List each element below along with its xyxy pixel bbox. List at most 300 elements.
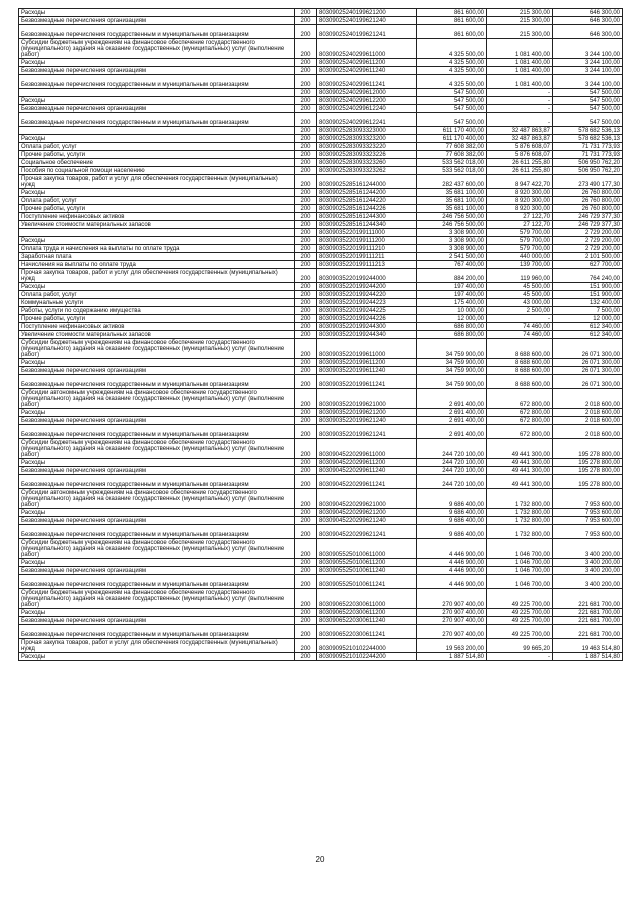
row-remaining: 26 760 800,00: [553, 197, 623, 205]
row-approved: 547 500,00: [417, 89, 487, 97]
table-row: [19, 517, 623, 525]
row-code: 200: [295, 221, 317, 229]
row-executed: 8 920 300,00: [487, 197, 553, 205]
table-row: [19, 167, 623, 175]
row-name: Безвозмездные перечисления организациям: [19, 67, 295, 75]
row-code: 200: [295, 213, 317, 221]
row-name: Увеличение стоимости материальных запасов: [19, 331, 295, 339]
row-approved: 244 720 100,00: [417, 467, 487, 475]
row-kbk: 80309035220199111000: [317, 229, 417, 237]
table-row: [19, 229, 623, 237]
row-executed: 215 300,00: [487, 17, 553, 25]
row-executed: -: [487, 113, 553, 127]
row-executed: 139 700,00: [487, 261, 553, 269]
row-code: 200: [295, 113, 317, 127]
row-executed: 1 046 700,00: [487, 575, 553, 589]
row-name: Прочие работы, услуги: [19, 205, 295, 213]
table-row: [19, 205, 623, 213]
row-approved: 246 756 500,00: [417, 213, 487, 221]
row-executed: 49 225 700,00: [487, 589, 553, 609]
row-approved: 1 887 514,80: [417, 653, 487, 661]
table-row: [19, 143, 623, 151]
row-name: Безвозмездные перечисления государственным и муниципальным организациям: [19, 25, 295, 39]
row-approved: 244 720 100,00: [417, 475, 487, 489]
row-kbk: 80309035220199111200: [317, 237, 417, 245]
row-approved: 77 608 382,00: [417, 151, 487, 159]
row-kbk: 80309035220199611240: [317, 367, 417, 375]
table-row: [19, 475, 623, 489]
row-remaining: 3 244 100,00: [553, 75, 623, 89]
row-kbk: 80309025285161244000: [317, 175, 417, 189]
row-approved: 9 686 400,00: [417, 509, 487, 517]
row-approved: 282 437 600,00: [417, 175, 487, 189]
row-kbk: 80309025240299612240: [317, 105, 417, 113]
row-code: 200: [295, 315, 317, 323]
row-executed: 8 688 600,00: [487, 339, 553, 359]
row-executed: 74 460,00: [487, 331, 553, 339]
row-approved: 4 446 900,00: [417, 539, 487, 559]
row-approved: 861 600,00: [417, 17, 487, 25]
row-approved: 175 400,00: [417, 299, 487, 307]
row-executed: 26 611 255,80: [487, 159, 553, 167]
row-kbk: 80309065220300611200: [317, 609, 417, 617]
row-name: Оплата работ, услуг: [19, 197, 295, 205]
row-code: 200: [295, 89, 317, 97]
row-code: 200: [295, 539, 317, 559]
row-name: Расходы: [19, 283, 295, 291]
row-remaining: 221 681 700,00: [553, 589, 623, 609]
row-remaining: 1 887 514,80: [553, 653, 623, 661]
row-executed: 45 500,00: [487, 291, 553, 299]
row-code: 200: [295, 375, 317, 389]
row-executed: 45 500,00: [487, 283, 553, 291]
row-approved: 9 686 400,00: [417, 525, 487, 539]
row-executed: 27 122,70: [487, 213, 553, 221]
table-row: [19, 25, 623, 39]
row-approved: 10 000,00: [417, 307, 487, 315]
row-approved: 4 446 900,00: [417, 575, 487, 589]
table-row: [19, 175, 623, 189]
row-approved: 34 759 900,00: [417, 359, 487, 367]
row-executed: 27 122,70: [487, 221, 553, 229]
row-kbk: 80309035220199611241: [317, 375, 417, 389]
row-remaining: 3 400 200,00: [553, 567, 623, 575]
table-row: [19, 75, 623, 89]
row-name: Расходы: [19, 9, 295, 17]
row-approved: 533 562 018,00: [417, 167, 487, 175]
row-name: Безвозмездные перечисления государственным и муниципальным организациям: [19, 575, 295, 589]
table-row: [19, 367, 623, 375]
row-kbk: 80309035220199111213: [317, 261, 417, 269]
row-remaining: 26 071 300,00: [553, 359, 623, 367]
table-row: [19, 221, 623, 229]
table-row: [19, 331, 623, 339]
row-approved: 686 800,00: [417, 323, 487, 331]
table-row: [19, 67, 623, 75]
row-name: Безвозмездные перечисления организациям: [19, 367, 295, 375]
row-kbk: 80309025240299611240: [317, 67, 417, 75]
row-remaining: 26 071 300,00: [553, 339, 623, 359]
row-kbk: 80309035220199244200: [317, 283, 417, 291]
row-approved: 767 400,00: [417, 261, 487, 269]
row-kbk: 80309025283093323260: [317, 159, 417, 167]
row-kbk: 80309035220199611200: [317, 359, 417, 367]
row-kbk: 80309055250100611200: [317, 559, 417, 567]
row-name: Безвозмездные перечисления организациям: [19, 17, 295, 25]
row-kbk: 80309035220199244223: [317, 299, 417, 307]
row-executed: 5 876 608,07: [487, 143, 553, 151]
row-code: 200: [295, 143, 317, 151]
row-remaining: 151 900,00: [553, 291, 623, 299]
row-name: Субсидии бюджетным учреждениям на финансовое обеспечение государственного (муниципального) задания на оказание государственных (муниципальных) услуг (выполнение работ): [19, 339, 295, 359]
table-row: [19, 559, 623, 567]
row-name: Расходы: [19, 59, 295, 67]
row-code: 200: [295, 127, 317, 135]
row-kbk: 80309025240199621241: [317, 25, 417, 39]
row-name: Безвозмездные перечисления организациям: [19, 105, 295, 113]
row-name: Расходы: [19, 609, 295, 617]
row-approved: 2 541 500,00: [417, 253, 487, 261]
row-code: 200: [295, 359, 317, 367]
row-name: Субсидии бюджетным учреждениям на финансовое обеспечение государственного (муниципального) задания на оказание государственных (муниципальных) услуг (выполнение работ): [19, 589, 295, 609]
row-executed: 5 876 608,07: [487, 151, 553, 159]
row-approved: 19 563 200,00: [417, 639, 487, 653]
row-name: Безвозмездные перечисления государственным и муниципальным организациям: [19, 525, 295, 539]
row-remaining: 612 340,00: [553, 323, 623, 331]
row-kbk: 80309035220199244226: [317, 315, 417, 323]
row-name: Заработная плата: [19, 253, 295, 261]
row-remaining: 646 300,00: [553, 9, 623, 17]
row-kbk: 80309025285161244226: [317, 205, 417, 213]
row-kbk: 80309025240299612000: [317, 89, 417, 97]
row-kbk: 80309035220199621000: [317, 389, 417, 409]
row-name: Прочие работы, услуги: [19, 315, 295, 323]
row-remaining: 578 682 536,13: [553, 127, 623, 135]
row-approved: 547 500,00: [417, 105, 487, 113]
row-kbk: 80309035220199244000: [317, 269, 417, 283]
row-name: Расходы: [19, 409, 295, 417]
row-code: 200: [295, 589, 317, 609]
table-row: [19, 653, 623, 661]
row-code: 200: [295, 509, 317, 517]
row-approved: 35 681 100,00: [417, 197, 487, 205]
row-remaining: 221 681 700,00: [553, 609, 623, 617]
row-name: Безвозмездные перечисления организациям: [19, 417, 295, 425]
row-code: 200: [295, 425, 317, 439]
row-executed: 1 081 400,00: [487, 59, 553, 67]
row-name: Безвозмездные перечисления государственным и муниципальным организациям: [19, 113, 295, 127]
row-name: Оплата работ, услуг: [19, 143, 295, 151]
row-remaining: 547 500,00: [553, 113, 623, 127]
row-remaining: 3 400 200,00: [553, 575, 623, 589]
row-code: 200: [295, 97, 317, 105]
table-row: [19, 525, 623, 539]
document-page: [18, 8, 622, 661]
row-kbk: 80309025283093323000: [317, 127, 417, 135]
row-approved: 533 562 018,00: [417, 159, 487, 167]
row-code: 200: [295, 151, 317, 159]
row-approved: 2 691 400,00: [417, 409, 487, 417]
row-executed: 215 300,00: [487, 9, 553, 17]
row-name: Безвозмездные перечисления государственным и муниципальным организациям: [19, 375, 295, 389]
table-row: [19, 539, 623, 559]
row-executed: 32 487 863,87: [487, 127, 553, 135]
table-row: [19, 315, 623, 323]
row-kbk: 80309045220299621241: [317, 525, 417, 539]
row-remaining: 612 340,00: [553, 331, 623, 339]
row-name: Субсидии бюджетным учреждениям на финансовое обеспечение государственного (муниципального) задания на оказание государственных (муниципальных) услуг (выполнение работ): [19, 39, 295, 59]
row-kbk: 80309095210102244000: [317, 639, 417, 653]
row-remaining: 195 278 800,00: [553, 467, 623, 475]
row-remaining: 2 101 500,00: [553, 253, 623, 261]
row-approved: 611 170 400,00: [417, 127, 487, 135]
row-code: 200: [295, 439, 317, 459]
row-kbk: 80309045220299611240: [317, 467, 417, 475]
row-name: Коммунальные услуги: [19, 299, 295, 307]
row-executed: 215 300,00: [487, 25, 553, 39]
table-row: [19, 467, 623, 475]
row-kbk: 80309025285161244340: [317, 221, 417, 229]
row-code: 200: [295, 307, 317, 315]
row-remaining: 273 490 177,30: [553, 175, 623, 189]
table-row: [19, 127, 623, 135]
row-executed: 1 081 400,00: [487, 67, 553, 75]
row-kbk: 80309035220199111210: [317, 245, 417, 253]
row-remaining: 26 071 300,00: [553, 367, 623, 375]
row-code: 200: [295, 291, 317, 299]
table-row: [19, 197, 623, 205]
row-remaining: 2 018 600,00: [553, 389, 623, 409]
row-code: 200: [295, 489, 317, 509]
table-row: [19, 151, 623, 159]
row-code: 200: [295, 475, 317, 489]
row-executed: -: [487, 89, 553, 97]
row-executed: 672 800,00: [487, 409, 553, 417]
table-row: [19, 639, 623, 653]
row-approved: 2 691 400,00: [417, 389, 487, 409]
table-row: [19, 409, 623, 417]
row-remaining: 627 700,00: [553, 261, 623, 269]
table-row: [19, 89, 623, 97]
table-row: [19, 609, 623, 617]
row-kbk: 80309035220199244340: [317, 331, 417, 339]
budget-execution-table: [18, 8, 623, 661]
row-kbk: 80309025283093323200: [317, 135, 417, 143]
row-executed: 49 225 700,00: [487, 609, 553, 617]
row-approved: 4 446 900,00: [417, 567, 487, 575]
table-row: [19, 617, 623, 625]
table-row: [19, 375, 623, 389]
row-executed: 579 700,00: [487, 229, 553, 237]
row-remaining: 2 729 200,00: [553, 245, 623, 253]
row-name: Оплата работ, услуг: [19, 291, 295, 299]
row-remaining: 3 400 200,00: [553, 539, 623, 559]
row-code: 200: [295, 283, 317, 291]
row-code: 200: [295, 625, 317, 639]
row-remaining: 195 278 800,00: [553, 439, 623, 459]
row-approved: 35 681 100,00: [417, 205, 487, 213]
table-row: [19, 269, 623, 283]
row-remaining: 246 729 377,30: [553, 221, 623, 229]
row-code: 200: [295, 559, 317, 567]
row-kbk: 80309035220199244220: [317, 291, 417, 299]
row-code: 200: [295, 299, 317, 307]
table-body: [19, 9, 623, 661]
table-row: [19, 97, 623, 105]
row-remaining: 506 950 762,20: [553, 167, 623, 175]
row-code: 200: [295, 167, 317, 175]
row-approved: 77 608 382,00: [417, 143, 487, 151]
row-remaining: 646 300,00: [553, 17, 623, 25]
table-row: [19, 213, 623, 221]
row-name: Безвозмездные перечисления организациям: [19, 567, 295, 575]
row-code: 200: [295, 653, 317, 661]
row-name: Прочая закупка товаров, работ и услуг для обеспечения государственных (муниципальных) нужд: [19, 175, 295, 189]
row-executed: 49 441 300,00: [487, 439, 553, 459]
row-code: 200: [295, 339, 317, 359]
row-remaining: 71 731 773,93: [553, 151, 623, 159]
row-remaining: 151 900,00: [553, 283, 623, 291]
row-executed: 49 441 300,00: [487, 467, 553, 475]
row-remaining: 7 953 600,00: [553, 525, 623, 539]
row-kbk: 80309035220199111211: [317, 253, 417, 261]
table-row: [19, 189, 623, 197]
row-code: 200: [295, 237, 317, 245]
row-remaining: 2 018 600,00: [553, 425, 623, 439]
row-executed: 49 225 700,00: [487, 617, 553, 625]
row-name: Расходы: [19, 559, 295, 567]
row-approved: 244 720 100,00: [417, 459, 487, 467]
row-kbk: 80309025240299611241: [317, 75, 417, 89]
row-code: 200: [295, 323, 317, 331]
row-remaining: 547 500,00: [553, 89, 623, 97]
row-executed: 49 225 700,00: [487, 625, 553, 639]
row-approved: 861 600,00: [417, 9, 487, 17]
row-approved: 3 308 900,00: [417, 229, 487, 237]
table-row: [19, 105, 623, 113]
row-name: Прочие работы, услуги: [19, 151, 295, 159]
table-row: [19, 339, 623, 359]
row-executed: 2 500,00: [487, 307, 553, 315]
row-executed: 1 732 800,00: [487, 525, 553, 539]
row-name: Прочая закупка товаров, работ и услуг для обеспечения государственных (муниципальных) нужд: [19, 269, 295, 283]
row-kbk: 80309025240199621200: [317, 9, 417, 17]
row-approved: 686 800,00: [417, 331, 487, 339]
row-kbk: 80309035220199621240: [317, 417, 417, 425]
row-kbk: 80309025283093323262: [317, 167, 417, 175]
row-remaining: 547 500,00: [553, 97, 623, 105]
row-name: Прочая закупка товаров, работ и услуг для обеспечения государственных (муниципальных) нужд: [19, 639, 295, 653]
row-kbk: 80309035220199621200: [317, 409, 417, 417]
row-remaining: 221 681 700,00: [553, 625, 623, 639]
row-name: Пособия по социальной помощи населению: [19, 167, 295, 175]
table-row: [19, 253, 623, 261]
row-kbk: 80309065220300611000: [317, 589, 417, 609]
row-approved: 270 907 400,00: [417, 609, 487, 617]
row-kbk: 80309025285161244300: [317, 213, 417, 221]
table-row: [19, 261, 623, 269]
row-name: Расходы: [19, 653, 295, 661]
table-row: [19, 589, 623, 609]
row-name: Работы, услуги по содержанию имущества: [19, 307, 295, 315]
row-remaining: 3 244 100,00: [553, 39, 623, 59]
table-row: [19, 425, 623, 439]
row-code: 200: [295, 525, 317, 539]
row-approved: 547 500,00: [417, 97, 487, 105]
row-approved: 4 446 900,00: [417, 559, 487, 567]
row-executed: 1 081 400,00: [487, 39, 553, 59]
table-row: [19, 135, 623, 143]
row-code: 200: [295, 9, 317, 17]
row-approved: 197 400,00: [417, 291, 487, 299]
row-remaining: 26 071 300,00: [553, 375, 623, 389]
row-executed: 49 441 300,00: [487, 475, 553, 489]
row-kbk: 80309065220300611241: [317, 625, 417, 639]
row-name: Расходы: [19, 359, 295, 367]
page-number: 20: [315, 855, 325, 864]
row-approved: 9 686 400,00: [417, 517, 487, 525]
row-name: Безвозмездные перечисления организациям: [19, 517, 295, 525]
row-kbk: 80309045220299611200: [317, 459, 417, 467]
row-executed: 1 732 800,00: [487, 509, 553, 517]
table-row: [19, 625, 623, 639]
row-executed: 579 700,00: [487, 237, 553, 245]
row-name: Безвозмездные перечисления государственным и муниципальным организациям: [19, 425, 295, 439]
row-kbk: 80309065220300611240: [317, 617, 417, 625]
row-remaining: 578 682 536,13: [553, 135, 623, 143]
row-approved: 4 325 500,00: [417, 59, 487, 67]
row-code: 200: [295, 567, 317, 575]
row-code: 200: [295, 367, 317, 375]
row-remaining: 2 729 200,00: [553, 229, 623, 237]
row-name: Безвозмездные перечисления государственным и муниципальным организациям: [19, 475, 295, 489]
row-approved: 246 756 500,00: [417, 221, 487, 229]
row-code: 200: [295, 105, 317, 113]
row-remaining: 246 729 377,30: [553, 213, 623, 221]
row-code: 200: [295, 159, 317, 167]
row-code: 200: [295, 389, 317, 409]
row-kbk: 80309025285161244220: [317, 197, 417, 205]
row-executed: 8 947 422,70: [487, 175, 553, 189]
row-approved: 884 200,00: [417, 269, 487, 283]
row-name: Расходы: [19, 509, 295, 517]
row-approved: 547 500,00: [417, 113, 487, 127]
row-name: Субсидии бюджетным учреждениям на финансовое обеспечение государственного (муниципального) задания на оказание государственных (муниципальных) услуг (выполнение работ): [19, 539, 295, 559]
row-code: 200: [295, 67, 317, 75]
row-name: Увеличение стоимости материальных запасов: [19, 221, 295, 229]
row-code: 200: [295, 269, 317, 283]
row-code: 200: [295, 189, 317, 197]
row-approved: 34 759 900,00: [417, 375, 487, 389]
row-kbk: 80309055250100611241: [317, 575, 417, 589]
row-code: 200: [295, 75, 317, 89]
row-code: 200: [295, 25, 317, 39]
row-code: 200: [295, 409, 317, 417]
row-remaining: 3 244 100,00: [553, 67, 623, 75]
row-kbk: 80309025285161244200: [317, 189, 417, 197]
row-kbk: 80309095210102244200: [317, 653, 417, 661]
row-code: 200: [295, 331, 317, 339]
row-remaining: 3 400 200,00: [553, 559, 623, 567]
row-kbk: 80309025240299612200: [317, 97, 417, 105]
row-name: [19, 89, 295, 97]
row-approved: 3 308 900,00: [417, 237, 487, 245]
row-approved: 197 400,00: [417, 283, 487, 291]
row-kbk: 80309025240299611000: [317, 39, 417, 59]
row-code: 200: [295, 609, 317, 617]
table-row: [19, 17, 623, 25]
row-name: [19, 127, 295, 135]
